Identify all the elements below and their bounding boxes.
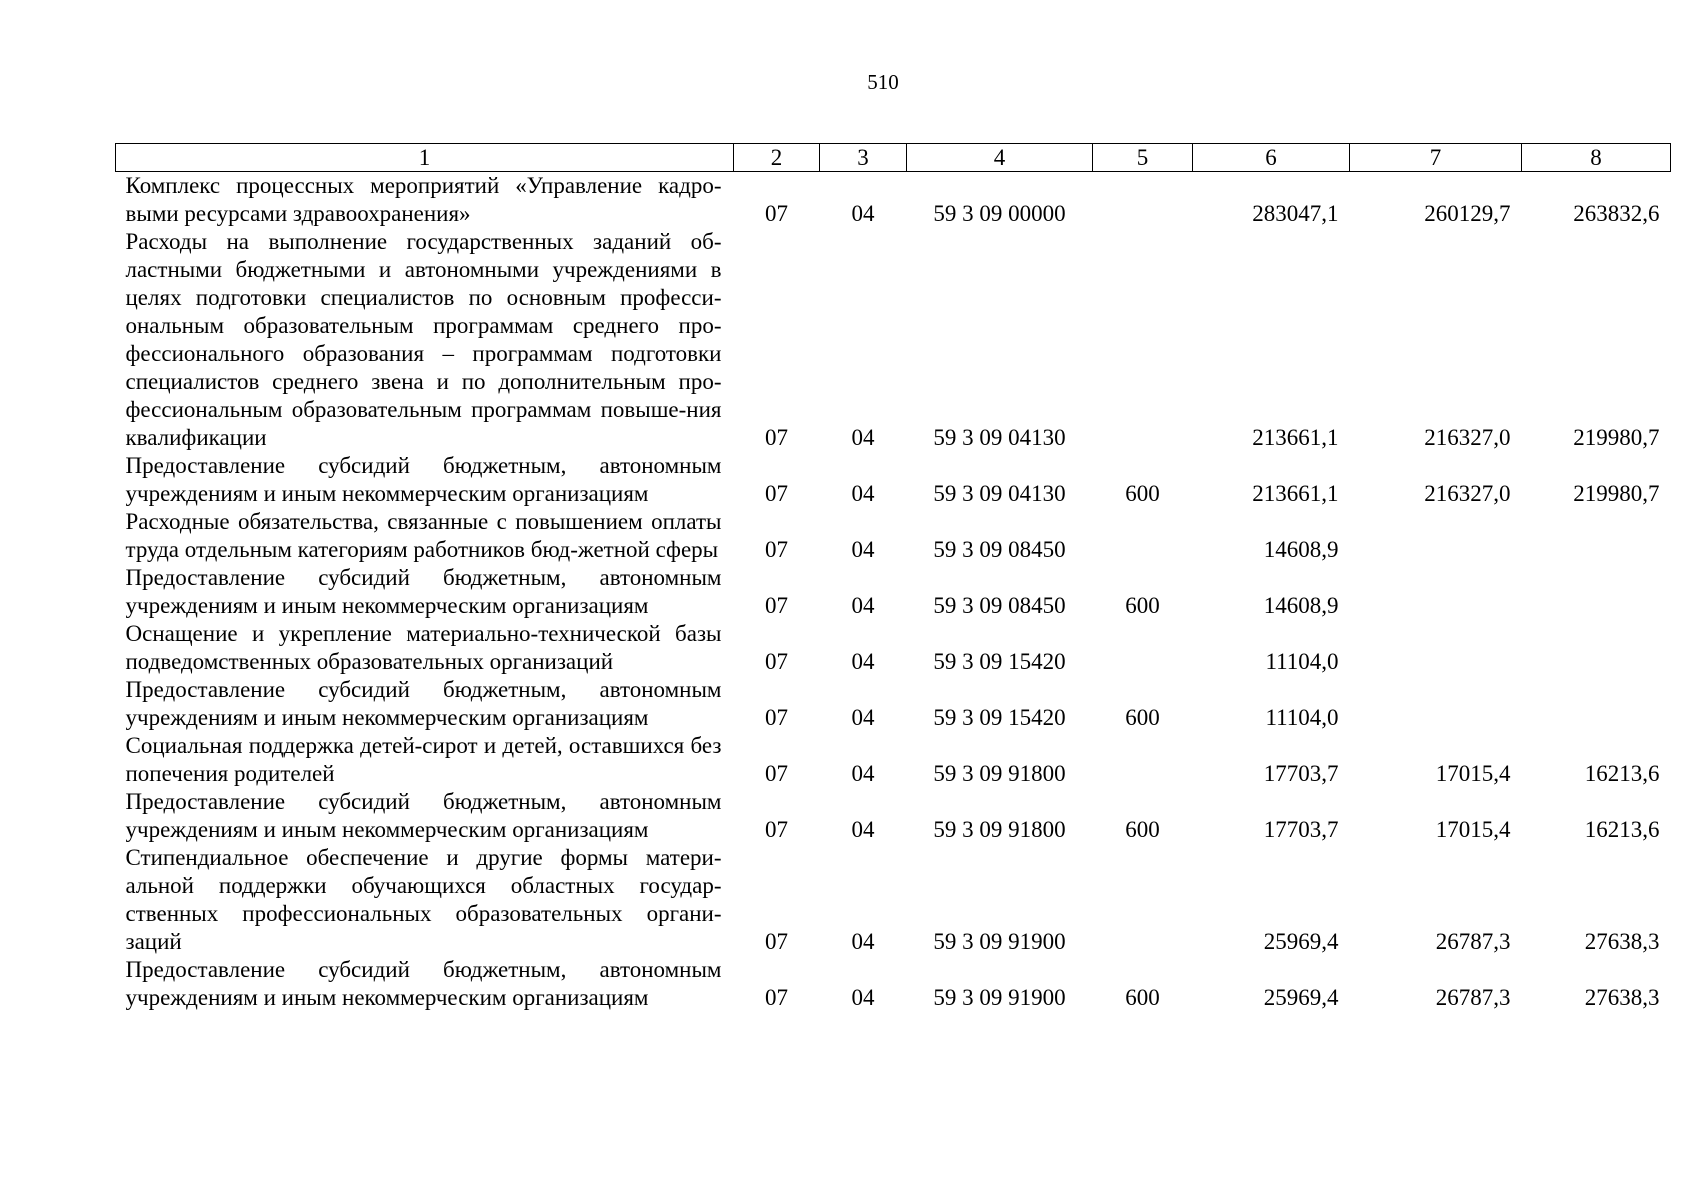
row-name-cell: Расходы на выполнение государственных заданий об-ластными бюджетными и автономными учреждениями в целях подготовки специалистов по основным професси-ональным образовательным программам среднего про-фессионального образования – программам подготовки специалистов среднего звена и по дополнительным про-фессиональным образовательным программам повыше-ния квалификации	[125, 229, 722, 450]
target-item-code-cell: 59 3 09 91900	[933, 985, 1066, 1010]
row-name-cell: Предоставление субсидий бюджетным, автономным учреждениям и иным некоммерческим организациям	[125, 957, 722, 1010]
section-code-cell: 07	[765, 929, 788, 954]
row-name-cell: Социальная поддержка детей-сирот и детей, оставшихся без попечения родителей	[125, 733, 722, 786]
amount-year1-cell: 11104,0	[1265, 649, 1339, 674]
target-item-code-cell: 59 3 09 91800	[933, 817, 1066, 842]
table-row	[116, 452, 1671, 508]
amount-year3-cell	[1522, 676, 1671, 732]
amount-year2-cell	[1350, 676, 1522, 732]
section-code-cell: 07	[765, 761, 788, 786]
amount-year3-cell: 263832,6	[1573, 201, 1660, 226]
row-name-cell: Предоставление субсидий бюджетным, автономным учреждениям и иным некоммерческим организациям	[125, 565, 722, 618]
subsection-code-cell: 04	[851, 705, 875, 730]
amount-year2-cell	[1350, 508, 1522, 564]
amount-year1-cell: 14608,9	[1263, 593, 1339, 618]
amount-year1-cell: 213661,1	[1252, 481, 1339, 506]
row-name-cell: Расходные обязательства, связанные с повышением оплаты труда отдельным категориям работников бюд-жетной сферы	[125, 509, 722, 562]
expense-type-code-cell	[1093, 620, 1193, 676]
target-item-code-cell: 59 3 09 08450	[933, 593, 1066, 618]
expense-type-code-cell: 600	[1125, 481, 1160, 506]
column-header-7: 7	[1350, 144, 1522, 172]
amount-year2-cell: 17015,4	[1435, 817, 1511, 842]
table-row	[116, 956, 1671, 1012]
table-row	[116, 508, 1671, 564]
amount-year2-cell: 17015,4	[1435, 761, 1511, 786]
subsection-code-cell: 04	[851, 817, 875, 842]
section-code-cell: 07	[765, 201, 788, 226]
target-item-code-cell: 59 3 09 91900	[933, 929, 1066, 954]
target-item-code-cell: 59 3 09 04130	[933, 425, 1066, 450]
column-header-4: 4	[907, 144, 1093, 172]
expense-type-code-cell	[1093, 228, 1193, 452]
row-name-cell: Предоставление субсидий бюджетным, автономным учреждениям и иным некоммерческим организациям	[125, 453, 722, 506]
header-row	[116, 144, 1671, 172]
row-name-cell: Оснащение и укрепление материально-технической базы подведомственных образовательных организаций	[125, 621, 722, 674]
column-header-1: 1	[116, 144, 734, 172]
amount-year1-cell: 11104,0	[1265, 705, 1339, 730]
column-header-3: 3	[820, 144, 907, 172]
expense-type-code-cell: 600	[1125, 817, 1160, 842]
expense-type-code-cell	[1093, 508, 1193, 564]
expense-type-code-cell: 600	[1125, 705, 1160, 730]
amount-year3-cell	[1522, 620, 1671, 676]
subsection-code-cell: 04	[851, 481, 875, 506]
subsection-code-cell: 04	[851, 929, 875, 954]
table-row	[116, 564, 1671, 620]
table-row	[116, 844, 1671, 956]
column-header-5: 5	[1093, 144, 1193, 172]
amount-year1-cell: 25969,4	[1263, 985, 1339, 1010]
expense-type-code-cell	[1093, 844, 1193, 956]
amount-year1-cell: 283047,1	[1252, 201, 1339, 226]
table-row	[116, 228, 1671, 452]
expense-type-code-cell: 600	[1125, 985, 1160, 1010]
target-item-code-cell: 59 3 09 91800	[933, 761, 1066, 786]
amount-year3-cell: 27638,3	[1584, 929, 1660, 954]
subsection-code-cell: 04	[851, 593, 875, 618]
subsection-code-cell: 04	[851, 985, 875, 1010]
amount-year3-cell: 219980,7	[1573, 481, 1660, 506]
expense-type-code-cell	[1093, 732, 1193, 788]
column-header-8: 8	[1522, 144, 1671, 172]
amount-year2-cell: 216327,0	[1424, 425, 1511, 450]
amount-year3-cell: 16213,6	[1584, 761, 1660, 786]
row-name-cell: Предоставление субсидий бюджетным, автономным учреждениям и иным некоммерческим организациям	[125, 789, 722, 842]
subsection-code-cell: 04	[851, 761, 875, 786]
page-number: 510	[867, 70, 899, 94]
section-code-cell: 07	[765, 593, 788, 618]
amount-year3-cell	[1522, 508, 1671, 564]
target-item-code-cell: 59 3 09 15420	[933, 649, 1066, 674]
expense-type-code-cell	[1093, 172, 1193, 229]
amount-year2-cell: 26787,3	[1435, 985, 1511, 1010]
table-row	[116, 172, 1671, 229]
subsection-code-cell: 04	[851, 649, 875, 674]
section-code-cell: 07	[765, 481, 788, 506]
target-item-code-cell: 59 3 09 00000	[933, 201, 1066, 226]
amount-year1-cell: 25969,4	[1263, 929, 1339, 954]
row-name-cell: Стипендиальное обеспечение и другие формы матери-альной поддержки обучающихся областных государ-ственных профессиональных образовательных органи-заций	[125, 845, 722, 954]
amount-year2-cell	[1350, 564, 1522, 620]
column-header-6: 6	[1193, 144, 1350, 172]
amount-year3-cell: 16213,6	[1584, 817, 1660, 842]
table-header	[116, 144, 1671, 172]
amount-year3-cell	[1522, 564, 1671, 620]
amount-year2-cell: 216327,0	[1424, 481, 1511, 506]
row-name-cell: Комплекс процессных мероприятий «Управление кадро-выми ресурсами здравоохранения»	[125, 173, 722, 226]
target-item-code-cell: 59 3 09 15420	[933, 705, 1066, 730]
table-row	[116, 732, 1671, 788]
expense-type-code-cell: 600	[1125, 593, 1160, 618]
section-code-cell: 07	[765, 537, 788, 562]
subsection-code-cell: 04	[851, 201, 875, 226]
table-row	[116, 676, 1671, 732]
amount-year3-cell: 219980,7	[1573, 425, 1660, 450]
table-row	[116, 788, 1671, 844]
section-code-cell: 07	[765, 985, 788, 1010]
section-code-cell: 07	[765, 705, 788, 730]
amount-year1-cell: 17703,7	[1263, 761, 1339, 786]
subsection-code-cell: 04	[851, 425, 875, 450]
section-code-cell: 07	[765, 425, 788, 450]
amount-year3-cell: 27638,3	[1584, 985, 1660, 1010]
budget-table	[115, 143, 1671, 1012]
amount-year2-cell: 26787,3	[1435, 929, 1511, 954]
section-code-cell: 07	[765, 649, 788, 674]
target-item-code-cell: 59 3 09 08450	[933, 537, 1066, 562]
amount-year2-cell	[1350, 620, 1522, 676]
row-name-cell: Предоставление субсидий бюджетным, автономным учреждениям и иным некоммерческим организациям	[125, 677, 722, 730]
section-code-cell: 07	[765, 817, 788, 842]
subsection-code-cell: 04	[851, 537, 875, 562]
amount-year1-cell: 14608,9	[1263, 537, 1339, 562]
amount-year1-cell: 17703,7	[1263, 817, 1339, 842]
table-body	[116, 172, 1671, 1013]
target-item-code-cell: 59 3 09 04130	[933, 481, 1066, 506]
amount-year1-cell: 213661,1	[1252, 425, 1339, 450]
table-row	[116, 620, 1671, 676]
column-header-2: 2	[734, 144, 820, 172]
amount-year2-cell: 260129,7	[1424, 201, 1511, 226]
